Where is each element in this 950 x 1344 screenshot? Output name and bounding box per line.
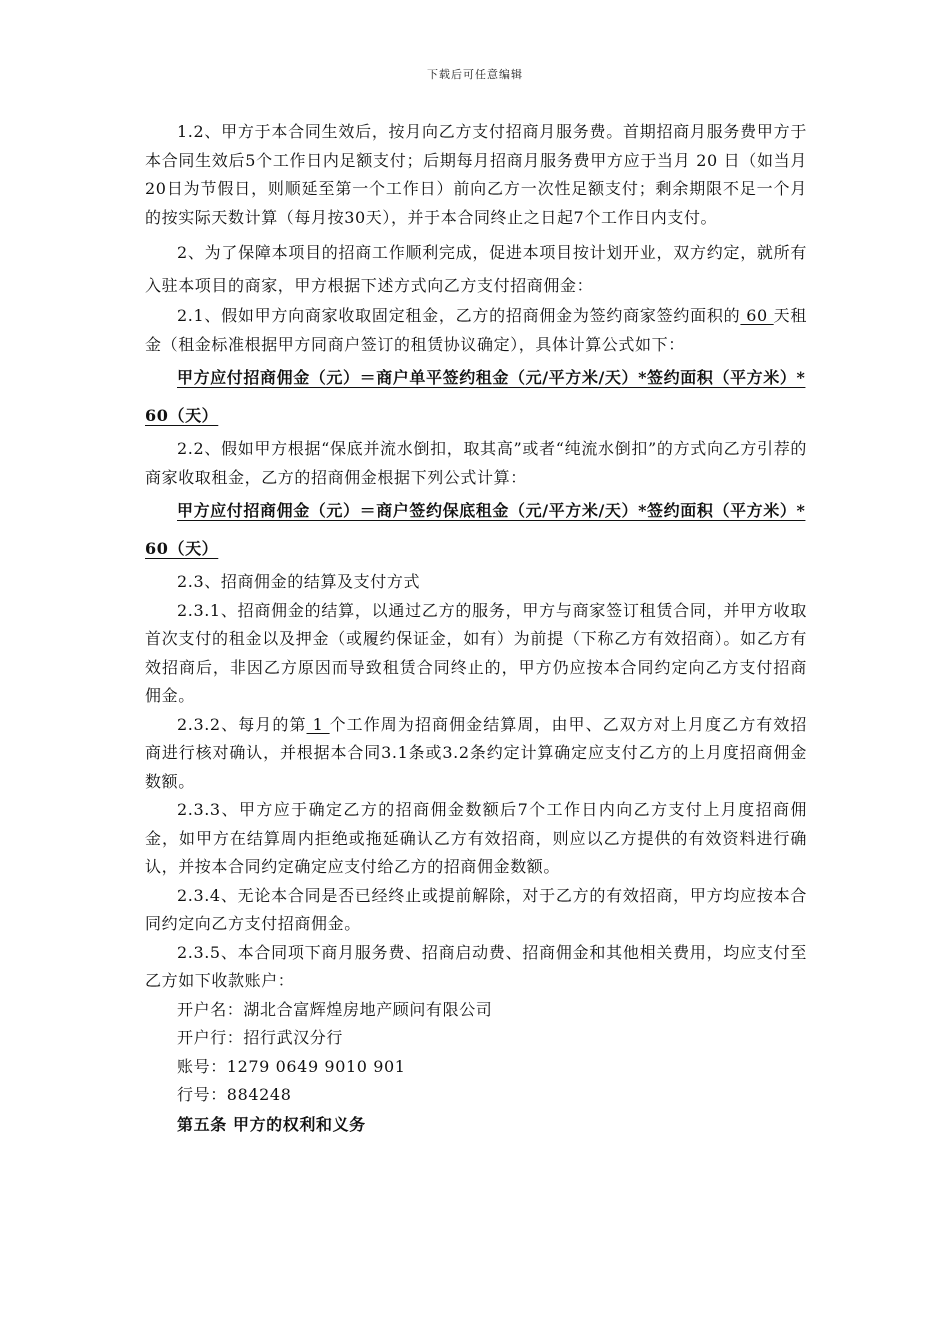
document-body [145,118,807,1140]
formula-fixed-rent [145,359,807,435]
page-header: 下载后可任意编辑 [427,68,523,81]
account-code: 行号：884248 [177,1085,292,1104]
formula-guaranteed-rent [145,492,807,568]
paragraph-2-2: 2.2、假如甲方根据“保底并流水倒扣，取其高”或者“纯流水倒扣”的方式向乙方引荐的商家收取租金，乙方的招商佣金根据下列公式计算： [145,439,807,487]
account-bank: 开户行：招行武汉分行 [177,1028,344,1047]
paragraph-2-3-5: 2.3.5、本合同项下商月服务费、招商启动费、招商佣金和其他相关费用，均应支付至乙方如下收款账户： [145,942,807,990]
rent-days-value: 60 [740,306,774,325]
account-name: 开户名：湖北合富辉煌房地产顾问有限公司 [177,999,493,1019]
paragraph-2-3-2-text-b: 个工作周为招商佣金结算周，由甲、乙双方对上月度乙方有效招商进行核对确认，并根据本合同3.1条或3.2条约定计算确定应支付乙方的上月度招商佣金数额。 [145,714,807,791]
paragraph-2-3: 2.3、招商佣金的结算及支付方式 [177,572,421,591]
account-number: 账号：1279 0649 9010 901 [177,1056,406,1076]
paragraph-2: 2、为了保障本项目的招商工作顺利完成，促进本项目按计划开业，双方约定，就所有入驻本项目的商家，甲方根据下述方式向乙方支付招商佣金： [145,243,807,295]
formula-fixed-rent-text: 甲方应付招商佣金（元）＝商户单平签约租金（元/平方米/天）*签约面积（平方米）* 60（天） [145,368,806,425]
paragraph-2-3-4: 2.3.4、无论本合同是否已经终止或提前解除，对于乙方的有效招商，甲方均应按本合同约定向乙方支付招商佣金。 [145,885,807,933]
paragraph-2-3-2-text-a: 2.3.2、每月的第 [177,714,307,734]
paragraph-2-1-text-a: 2.1、假如甲方向商家收取固定租金，乙方的招商佣金为签约商家签约面积的 [177,306,741,325]
paragraph-2-1 [145,302,807,359]
settlement-week-value: 1 [306,714,330,734]
section-title: 第五条 甲方的权利和义务 [177,1114,366,1134]
formula-guaranteed-rent-text: 甲方应付招商佣金（元）＝商户签约保底租金（元/平方米/天）*签约面积（平方米）* 60（天） [145,501,806,558]
paragraph-2-3-1: 2.3.1、招商佣金的结算，以通过乙方的服务，甲方与商家签订租赁合同，并甲方收取首次支付的租金以及押金（或履约保证金，如有）为前提（下称乙方有效招商）。如乙方有效招商后，非因乙方原因而导致租赁合同终止的，甲方仍应按本合同约定向乙方支付招商佣金。 [145,600,807,705]
paragraph-2-1-text-b: 天租金（租金标准根据甲方同商户签订的租赁协议确定），具体计算公式如下： [145,306,807,354]
paragraph-2-3-3: 2.3.3、甲方应于确定乙方的招商佣金数额后7个工作日内向乙方支付上月度招商佣金，如甲方在结算周内拒绝或拖延确认乙方有效招商，则应以乙方提供的有效资料进行确认，并按本合同约定确定应支付给乙方的招商佣金数额。 [145,800,807,876]
paragraph-2-3-2 [145,711,807,797]
paragraph-1-2: 1.2、甲方于本合同生效后，按月向乙方支付招商月服务费。首期招商月服务费甲方于本合同生效后5个工作日内足额支付；后期每月招商月服务费甲方应于当月 20 日（如当月20日为节假日，则顺延至第一个工作日）前向乙方一次性足额支付；剩余期限不足一个月的按实际天数计算（每月按30天），并于本合同终止之日起7个工作日内支付。 [145,122,807,227]
